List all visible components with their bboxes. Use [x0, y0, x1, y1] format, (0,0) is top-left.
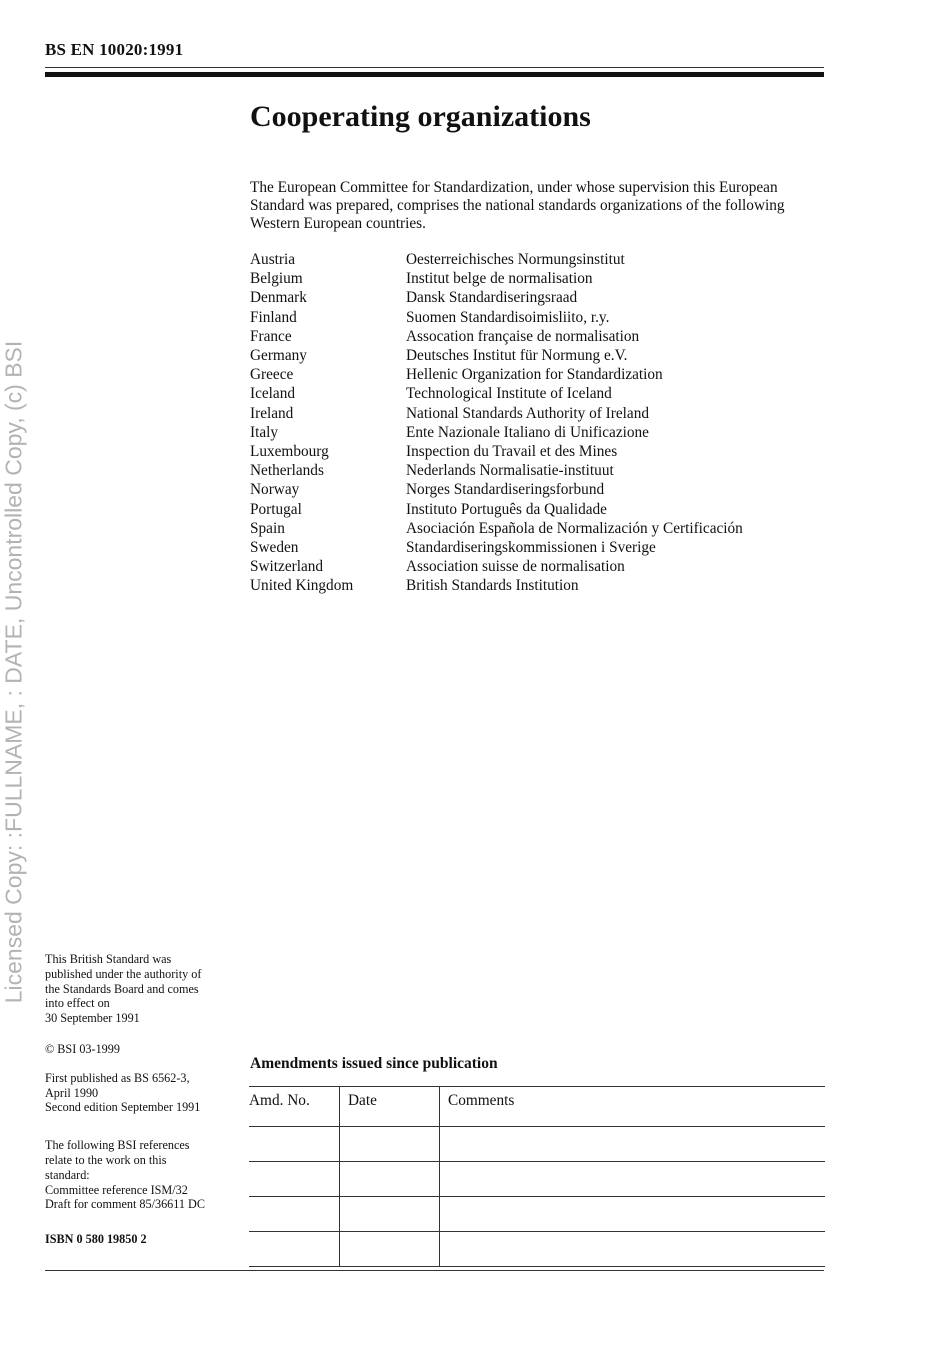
country-row [250, 250, 743, 269]
country-row [250, 346, 743, 365]
amendment-row [249, 1197, 825, 1232]
amendment-cell [440, 1127, 826, 1162]
publication-history [45, 1071, 245, 1115]
amendment-cell [340, 1197, 440, 1232]
intro-paragraph: The European Committee for Standardization, under whose supervision this European Standard was prepared, comprises the national standards organizations of the following Western European countries. [250, 179, 785, 232]
reference-line: standard: [45, 1167, 90, 1182]
column-header-comments: Comments [440, 1087, 826, 1127]
amendment-cell [340, 1232, 440, 1267]
bottom-rule [45, 1270, 824, 1271]
country-list [250, 250, 743, 596]
amendment-cell [340, 1127, 440, 1162]
country-name: Germany [250, 347, 307, 365]
header-rule-thin [45, 67, 824, 68]
country-name: Italy [250, 423, 279, 441]
standards-organization: Dansk Standardiseringsraad [406, 289, 578, 307]
country-row [250, 576, 743, 595]
isbn: ISBN 0 580 19850 2 [45, 1232, 147, 1247]
standards-organization: Association suisse de normalisation [406, 558, 625, 576]
country-row [250, 423, 743, 442]
country-name: Finland [250, 308, 297, 326]
country-name: Spain [250, 519, 285, 537]
page-title: Cooperating organizations [250, 100, 591, 133]
standards-organization: Asociación Española de Normalización y Certificación [406, 519, 743, 537]
standards-organization: Nederlands Normalisatie-instituut [406, 462, 614, 480]
column-header-amd-no: Amd. No. [249, 1087, 340, 1127]
amendment-cell [249, 1127, 340, 1162]
amendment-cell [440, 1162, 826, 1197]
country-row [250, 461, 743, 480]
amendment-row [249, 1127, 825, 1162]
committee-reference: Committee reference ISM/32 [45, 1182, 188, 1197]
copyright-text: © BSI 03-1999 [45, 1041, 120, 1056]
country-row [250, 269, 743, 288]
country-name: Greece [250, 366, 294, 384]
history-line: First published as BS 6562-3, [45, 1070, 190, 1085]
amendments-heading: Amendments issued since publication [250, 1055, 498, 1072]
country-row [250, 288, 743, 307]
publication-sidebar [45, 952, 245, 1247]
country-row [250, 327, 743, 346]
effective-date: 30 September 1991 [45, 1011, 140, 1026]
standards-organization: Hellenic Organization for Standardization [406, 366, 663, 384]
header-rule-thick [45, 72, 824, 77]
authority-line: the Standards Board and comes [45, 981, 199, 996]
country-row [250, 557, 743, 576]
country-name: Luxembourg [250, 443, 329, 461]
standards-organization: National Standards Authority of Ireland [406, 404, 649, 422]
country-name: Belgium [250, 270, 303, 288]
draft-reference: Draft for comment 85/36611 DC [45, 1197, 205, 1212]
standards-organization: Institut belge de normalisation [406, 270, 593, 288]
standards-organization: Inspection du Travail et des Mines [406, 443, 618, 461]
standards-organization: Ente Nazionale Italiano di Unificazione [406, 423, 649, 441]
amendment-cell [249, 1197, 340, 1232]
country-name: United Kingdom [250, 577, 354, 595]
standards-organization: Norges Standardiseringsforbund [406, 481, 605, 499]
amendment-cell [340, 1162, 440, 1197]
amendments-table [249, 1086, 825, 1267]
amendment-cell [249, 1232, 340, 1267]
country-name: Ireland [250, 404, 294, 422]
country-row [250, 365, 743, 384]
country-row [250, 308, 743, 327]
country-row [250, 480, 743, 499]
country-name: Portugal [250, 500, 302, 518]
authority-line: published under the authority of [45, 966, 202, 981]
country-name: Sweden [250, 539, 299, 557]
country-row [250, 404, 743, 423]
standards-organization: Oesterreichisches Normungsinstitut [406, 251, 625, 268]
authority-note [45, 952, 245, 1026]
standards-organization: Suomen Standardisoimisliito, r.y. [406, 308, 610, 326]
bsi-references [45, 1138, 245, 1212]
country-name: Austria [250, 251, 296, 268]
amendment-row [249, 1232, 825, 1267]
standards-organization: Technological Institute of Iceland [406, 385, 612, 403]
watermark: Licensed Copy: :FULLNAME, : DATE, Uncontrolled Copy, (c) BSI [0, 340, 27, 1004]
country-name: Iceland [250, 385, 296, 403]
copyright-note [45, 1042, 245, 1057]
country-name: Switzerland [250, 558, 324, 576]
country-name: Norway [250, 481, 300, 499]
country-row [250, 538, 743, 557]
standards-organization: British Standards Institution [406, 577, 579, 595]
standards-organization: Deutsches Institut für Normung e.V. [406, 347, 628, 365]
amendment-cell [249, 1162, 340, 1197]
country-name: Netherlands [250, 462, 324, 480]
standards-organization: Assocation française de normalisation [406, 327, 640, 345]
authority-line: This British Standard was [45, 952, 172, 966]
standards-organization: Instituto Português da Qualidade [406, 500, 607, 518]
amendment-row [249, 1162, 825, 1197]
country-row [250, 442, 743, 461]
standard-code: BS EN 10020:1991 [45, 40, 184, 59]
authority-line: into effect on [45, 996, 110, 1011]
column-header-date: Date [340, 1087, 440, 1127]
history-line: Second edition September 1991 [45, 1100, 201, 1115]
amendments-header-row [249, 1087, 825, 1127]
reference-line: relate to the work on this [45, 1152, 167, 1167]
reference-line: The following BSI references [45, 1138, 190, 1153]
amendment-cell [440, 1197, 826, 1232]
country-row [250, 500, 743, 519]
standards-organization: Standardiseringskommissionen i Sverige [406, 539, 656, 557]
history-line: April 1990 [45, 1085, 99, 1100]
country-name: Denmark [250, 289, 307, 307]
amendment-cell [440, 1232, 826, 1267]
country-row [250, 384, 743, 403]
country-row [250, 519, 743, 538]
country-name: France [250, 327, 292, 345]
